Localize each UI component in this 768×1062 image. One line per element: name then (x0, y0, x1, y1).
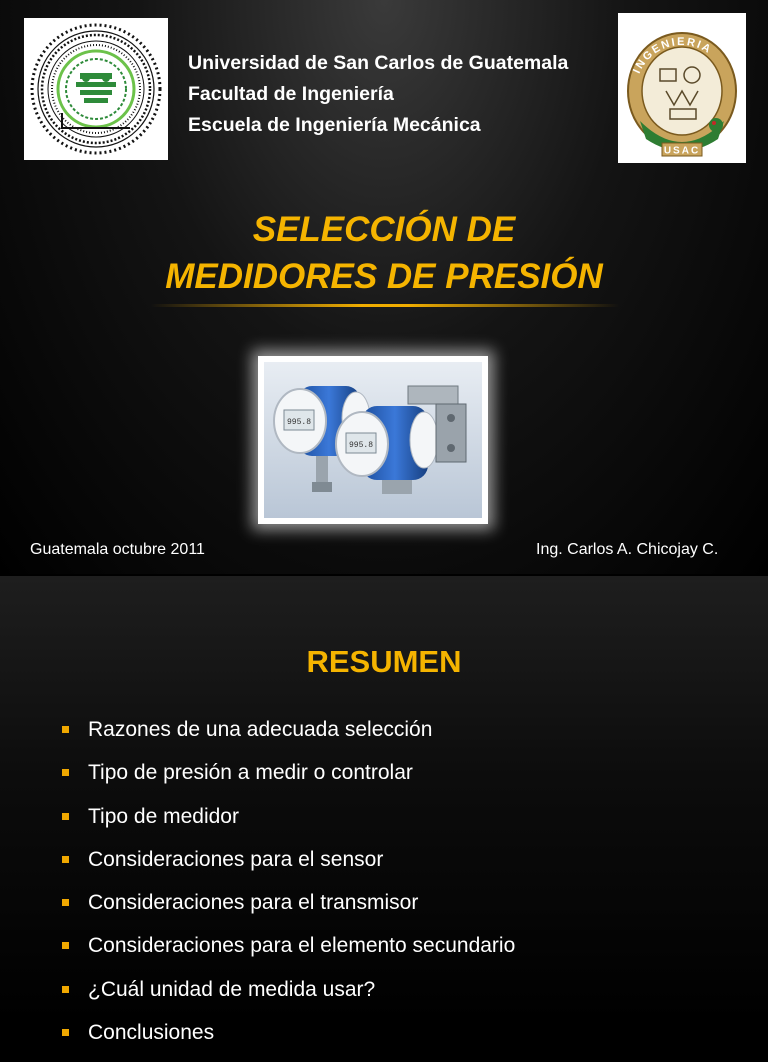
bullet-square-icon (62, 1029, 69, 1036)
faculty-name: Facultad de Ingeniería (188, 83, 394, 105)
list-item (62, 1019, 515, 1062)
display-b: 995.8 (348, 441, 374, 450)
list-item-text: Consideraciones para el sensor (88, 847, 384, 871)
list-item (62, 932, 515, 975)
summary-title: RESUMEN (306, 644, 462, 679)
institution-header (188, 48, 568, 141)
date-location: Guatemala octubre 2011 (30, 541, 205, 558)
list-item (62, 803, 515, 846)
list-item (62, 759, 515, 802)
list-item (62, 716, 515, 759)
pressure-transmitters-photo (258, 356, 488, 524)
bullet-square-icon (62, 813, 69, 820)
bullet-square-icon (62, 986, 69, 993)
bullet-square-icon (62, 942, 69, 949)
list-item-text: Conclusiones (88, 1021, 215, 1045)
summary-slide (0, 576, 768, 1045)
title-underline (150, 304, 620, 307)
school-name: Escuela de Ingeniería Mecánica (188, 114, 481, 136)
ingenieria-usac-logo (618, 13, 746, 163)
list-item-text: ¿Cuál unidad de medida usar? (88, 977, 376, 1001)
list-item-text: Tipo de medidor (88, 804, 239, 828)
university-name: Universidad de San Carlos de Guatemala (188, 52, 569, 74)
summary-list (62, 716, 515, 1062)
bullet-square-icon (62, 726, 69, 733)
list-item (62, 889, 515, 932)
usac-seal-logo (24, 18, 168, 160)
list-item-text: Tipo de presión a medir o controlar (88, 761, 413, 785)
logo-arc-text: INGENIERIA (630, 35, 715, 76)
bullet-square-icon (62, 856, 69, 863)
list-item (62, 846, 515, 889)
logo-usac-text: USAC (663, 145, 701, 157)
list-item (62, 976, 515, 1019)
title-line-2: MEDIDORES DE PRESIÓN (165, 257, 603, 296)
author-name: Ing. Carlos A. Chicojay C. (536, 541, 719, 558)
list-item-text: Razones de una adecuada selección (88, 718, 433, 741)
bullet-square-icon (62, 769, 69, 776)
bullet-square-icon (62, 899, 69, 906)
title-line-1: SELECCIÓN DE (252, 210, 516, 249)
display-a: 995.8 (286, 418, 312, 427)
list-item-text: Consideraciones para el transmisor (88, 891, 419, 915)
slide-title (0, 206, 768, 300)
list-item-text: Consideraciones para el elemento secundario (88, 934, 516, 958)
